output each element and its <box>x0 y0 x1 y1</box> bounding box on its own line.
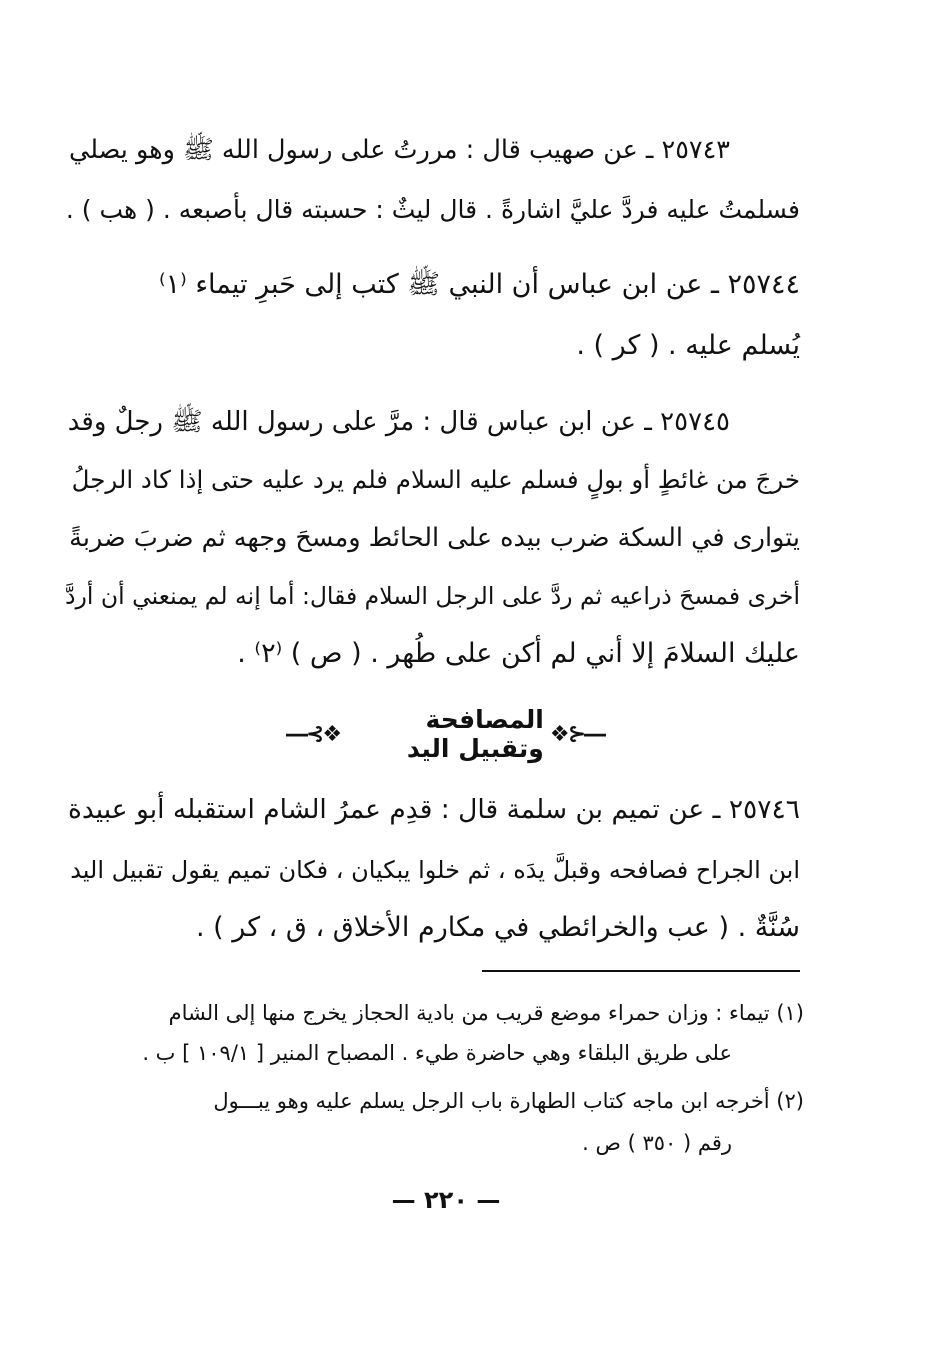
page-number: — ٢٢٠ — <box>391 1186 501 1214</box>
hadith-25745-line-1: ٢٥٧٤٥ ـ عن ابن عباس قال : مرَّ على رسول الله ﷺ رجلٌ وقد <box>67 407 730 437</box>
ornament-right-icon: ―⊰❖ <box>549 721 604 747</box>
hadith-25743-line-1: ٢٥٧٤٣ ـ عن صهيب قال : مررتُ على رسول الله ﷺ وهو يصلي <box>68 135 730 165</box>
hadith-25743-line-2: فسلمتُ عليه فردَّ عليَّ اشارةً . قال ليثٌ : حسبته قال بأصبعه . ( هب ) . <box>65 195 800 224</box>
hadith-25744-line-2: يُسلم عليه . ( كر ) . <box>576 330 800 361</box>
footnote-2-line-2: رقم ( ٣٥٠ ) ص . <box>582 1131 732 1155</box>
section-heading <box>280 705 610 763</box>
footnote-1-line-2: على طريق البلقاء وهي حاضرة طيء . المصباح المنير [ ١٠٩/١ ] ب . <box>142 1041 732 1065</box>
hadith-25746-line-3: سُنَّةٌ . ( عب والخرائطي في مكارم الأخلاق ، ق ، كر ) . <box>196 912 800 943</box>
section-heading-text: المصافحة وتقبيل اليد <box>406 705 544 763</box>
footnote-separator <box>482 970 800 972</box>
hadith-25745-line-3: يتوارى في السكة ضرب بيده على الحائط ومسحَ وجهه ثم ضربَ ضربةً <box>69 523 800 553</box>
ornament-left-icon: ❖⊱― <box>286 721 341 747</box>
hadith-25745-line-5: عليك السلامَ إلا أني لم أكن على طُهر . ( ص ) ⁽٢⁾ . <box>237 638 800 669</box>
hadith-25745-line-2: خرجَ من غائطٍ أو بولٍ فسلم عليه السلام فلم يرد عليه حتى إذا كاد الرجلُ <box>71 465 800 494</box>
hadith-25746-line-1: ٢٥٧٤٦ ـ عن تميم بن سلمة قال : قدِم عمرُ الشام استقبله أبو عبيدة <box>67 794 800 825</box>
hadith-25746-line-2: ابن الجراح فصافحه وقبلَّ يدَه ، ثم خلوا يبكيان ، فكان تميم يقول تقبيل اليد <box>70 856 800 884</box>
footnote-1-line-1: (١) تيماء : وزان حمراء موضع قريب من بادية الحجاز يخرج منها إلى الشام <box>168 1001 804 1025</box>
hadith-25745-line-4: أخرى فمسحَ ذراعيه ثم ردَّ على الرجل السلام فقال: أما إنه لم يمنعني أن أردَّ <box>65 582 800 610</box>
footnote-2-line-1: (٢) أخرجه ابن ماجه كتاب الطهارة باب الرجل يسلم عليه وهو يبـــول <box>213 1089 804 1113</box>
hadith-25744-line-1: ٢٥٧٤٤ ـ عن ابن عباس أن النبي ﷺ كتب إلى حَبرِ تيماء ⁽١⁾ <box>158 269 800 300</box>
